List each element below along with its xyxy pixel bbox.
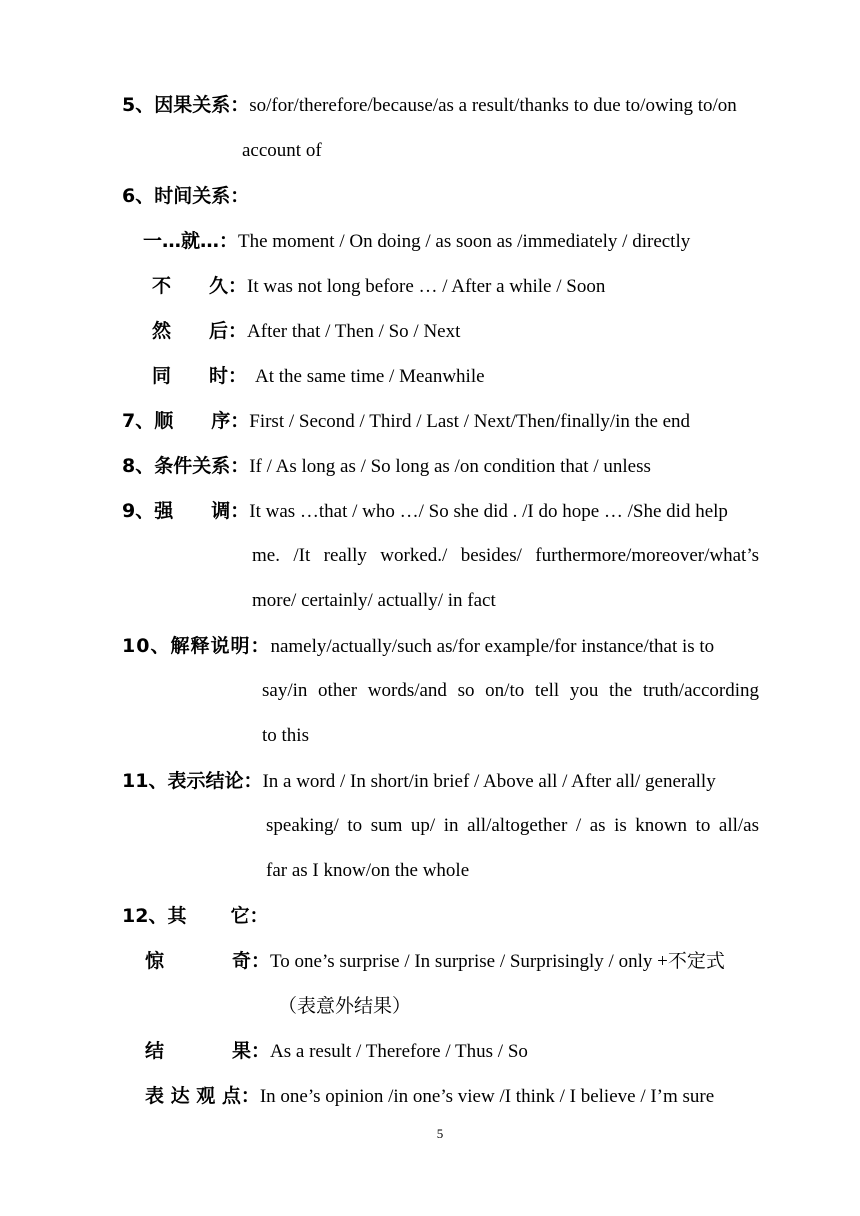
item-10: [122, 634, 714, 659]
item-7-text: First / Second / Third / Last / Next/Then/finally/in the end: [249, 411, 691, 432]
item-12-sub-1-label-b: 奇：: [232, 950, 271, 972]
item-11-text-line3: far as I know/on the whole: [266, 860, 470, 881]
item-8-text: If / As long as / So long as /on condition that / unless: [249, 456, 651, 477]
item-9-text-line2: me. /It really worked./ besides/ furthermore/moreover/what’s: [252, 545, 759, 566]
item-5-text-line1: so/for/therefore/because/as a result/thanks to due to/owing to/on: [249, 95, 737, 116]
item-6-sub-3: [152, 319, 460, 344]
item-9: [122, 499, 728, 524]
item-7: [122, 409, 690, 434]
item-12-sub-1-text-line2: （表意外结果）: [278, 995, 412, 1017]
item-10-text-line3: to this: [262, 725, 309, 746]
item-7-label-b: 序：: [211, 410, 250, 432]
item-9-text-line1: It was …that / who …/ So she did . /I do hope … /She did help: [249, 501, 728, 522]
item-6-sub-2-label-a: 不: [152, 275, 172, 297]
item-6-sub-3-text: After that / Then / So / Next: [247, 321, 461, 342]
item-11: [122, 769, 716, 794]
item-6-sub-4-label-a: 同: [152, 365, 172, 387]
item-12-label-a: 12、其: [122, 905, 187, 927]
item-5-label: 5、因果关系：: [122, 94, 250, 116]
item-11-text-line1: In a word / In short/in brief / Above all / After all/ generally: [262, 771, 716, 792]
item-6-sub-1-text: The moment / On doing / as soon as /immediately / directly: [238, 231, 691, 252]
item-11-label: 11、表示结论：: [122, 770, 263, 792]
item-11-text-line2: speaking/ to sum up/ in all/altogether / as is known to all/as: [266, 815, 759, 836]
item-12-sub-1: [145, 949, 725, 974]
item-12-sub-3: [145, 1084, 714, 1109]
item-9-text-line3: more/ certainly/ actually/ in fact: [252, 590, 496, 611]
item-6-sub-2-text: It was not long before … / After a while / Soon: [247, 276, 606, 297]
item-6-sub-2-label-b: 久：: [209, 275, 248, 297]
item-5: [122, 93, 737, 118]
item-6-label: 6、时间关系：: [122, 185, 250, 207]
item-6-sub-1: [143, 229, 690, 254]
item-10-text-line1: namely/actually/such as/for example/for instance/that is to: [270, 636, 715, 657]
item-6-sub-1-label: 一…就…：: [143, 230, 239, 252]
page-number: 5: [436, 1126, 444, 1141]
item-10-label: 10、解释说明：: [122, 635, 271, 657]
item-12: [122, 904, 268, 929]
item-6-sub-4-label-b: 时：: [209, 365, 248, 387]
item-12-sub-2-label-a: 结: [145, 1040, 165, 1062]
item-10-text-line2: say/in other words/and so on/to tell you the truth/according: [262, 680, 759, 701]
item-12-sub-2-label-b: 果：: [232, 1040, 271, 1062]
item-6-sub-3-label-b: 后：: [209, 320, 248, 342]
item-12-sub-1-label-a: 惊: [145, 950, 165, 972]
item-6-sub-4: [152, 364, 485, 389]
item-9-label-a: 9、强: [122, 500, 174, 522]
item-5-text-line2: account of: [242, 140, 322, 161]
item-8: [122, 454, 651, 479]
item-6-sub-3-label-a: 然: [152, 320, 172, 342]
item-9-label-b: 调：: [211, 500, 250, 522]
item-7-label-a: 7、顺: [122, 410, 174, 432]
item-8-label: 8、条件关系：: [122, 455, 250, 477]
item-12-sub-3-label: 表 达 观 点：: [145, 1085, 260, 1107]
item-12-sub-3-text: In one’s opinion /in one’s view /I think / I believe / I’m sure: [259, 1086, 715, 1107]
item-12-sub-2-text: As a result / Therefore / Thus / So: [270, 1041, 528, 1062]
item-6-sub-4-text: At the same time / Meanwhile: [255, 366, 485, 387]
item-12-sub-1-text-line1: To one’s surprise / In surprise / Surprisingly / only +不定式: [270, 951, 725, 972]
item-6-sub-2: [152, 274, 605, 299]
item-12-sub-2: [145, 1039, 528, 1064]
item-12-label-b: 它：: [230, 905, 269, 927]
